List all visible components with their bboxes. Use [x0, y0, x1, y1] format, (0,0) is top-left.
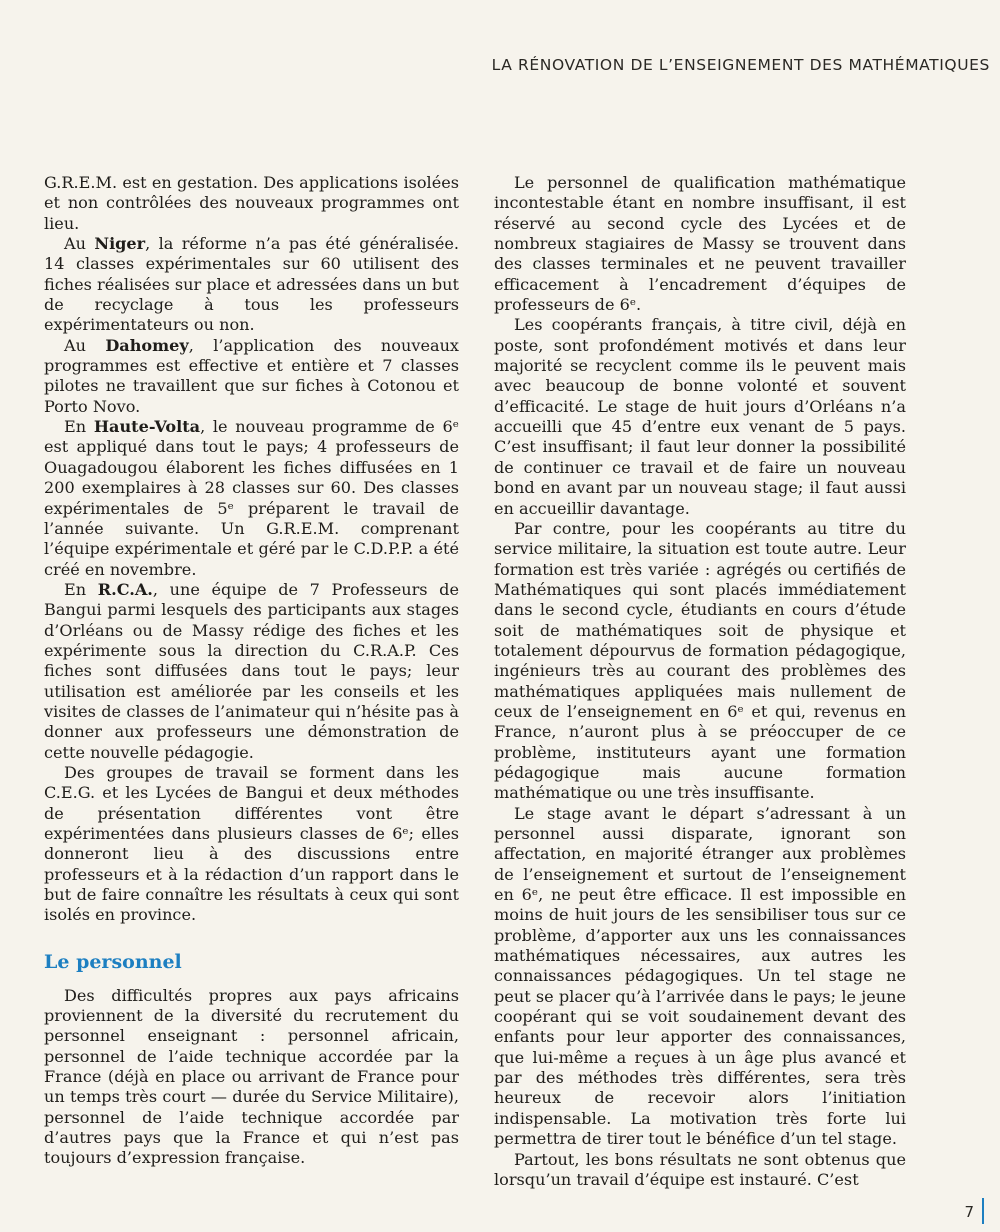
text-run: En: [64, 579, 98, 599]
paragraph: Le stage avant le départ s’adressant à un personnel aussi disparate, ignorant son affectation, en majorité étranger aux problèmes de l’enseignement et surtout de l’enseignement en 6ᵉ, ne peut être efficace. Il est impossible en moins de huit jours de les sensibiliser tous sur ce problème, d’apporter aux uns les connaissances mathématiques nécessaires, aux autres les connaissances pédagogiques. Un tel stage ne peut se placer qu’à l’arrivée dans le pays; le jeune coopérant qui se voit soudainement devant des enfants pour leur apporter des connaissances, que lui-même a reçues à un âge plus avancé et par des méthodes très différentes, sera très heureux de recevoir alors l’initiation indispensable. La motivation très forte lui permettra de tirer tout le bénéfice d’un tel stage.: [494, 803, 906, 1149]
text-run: , l’application des nouveaux programmes est effective et entière et 7 classes pilotes ne travaillent que sur fiches à Cotonou et Porto Novo.: [44, 335, 460, 416]
paragraph-haute-volta: [44, 417, 459, 580]
right-column: [494, 173, 906, 1190]
page-number-rule: [982, 1198, 984, 1224]
country-name: R.C.A.: [97, 579, 153, 599]
text-run: En: [64, 417, 94, 437]
paragraph: Partout, les bons résultats ne sont obtenus que lorsqu’un travail d’équipe est instauré. C’est: [494, 1149, 906, 1189]
section-heading: Le personnel: [44, 950, 182, 973]
country-name: Niger: [94, 234, 146, 254]
paragraph-rca: [44, 580, 459, 763]
paragraph: Les coopérants français, à titre civil, déjà en poste, sont profondément motivés et dans leur majorité se recyclent comme ils le peuvent mais avec beaucoup de bonne volonté et souvent d’efficacité. Le stage de huit jours d’Orléans n’a accueilli que 45 d’entre eux venant de 5 pays. C’est insuffisant; il faut leur donner la possibilité de continuer ce travail et de faire un nouveau bond en avant par un nouveau stage; il faut aussi en accueillir davantage.: [494, 315, 906, 518]
paragraph-dahomey: [44, 336, 459, 417]
text-run: , la réforme n’a pas été généralisée. 14 classes expérimentales sur 60 utilisent des fiches réalisées sur place et adressées dans un but de recyclage à tous les professeurs expérimentateurs ou non.: [44, 234, 459, 335]
paragraph: Des groupes de travail se forment dans les C.E.G. et les Lycées de Bangui et deux méthodes de présentation différentes vont être expérimentées dans plusieurs classes de 6ᵉ; elles donneront lieu à des discussions entre professeurs et à la rédaction d’un rapport dans le but de faire connaître les résultats à ceux qui sont isolés en province.: [44, 762, 459, 925]
paragraph: Des difficultés propres aux pays africains proviennent de la diversité du recrutement du personnel enseignant : personnel africain, personnel de l’aide technique accordée par la France (déjà en place ou arrivant de France pour un temps très court — durée du Service Militaire), personnel de l’aide technique accordée par d’autres pays que la France et qui n’est pas toujours d’expression française.: [44, 985, 459, 1168]
running-head: LA RÉNOVATION DE L’ENSEIGNEMENT DES MATHÉMATIQUES: [491, 56, 990, 74]
page-number: 7: [964, 1203, 974, 1221]
country-name: Dahomey: [105, 335, 189, 355]
text-run: Au: [64, 335, 106, 355]
paragraph: G.R.E.M. est en gestation. Des applications isolées et non contrôlées des nouveaux programmes ont lieu.: [44, 173, 459, 233]
left-column: [44, 173, 459, 1169]
paragraph: Par contre, pour les coopérants au titre du service militaire, la situation est toute autre. Leur formation est très variée : agrégés ou certifiés de Mathématiques qui sont placés immédiatement dans le second cycle, étudiants en cours d’étude soit de mathématiques soit de physique et totalement dépourvus de formation pédagogique, ingénieurs très au courant des problèmes des mathématiques appliquées mais nullement de ceux de l’enseignement en 6ᵉ et qui, revenus en France, n’auront plus à se préoccuper de ce problème, instituteurs ayant une formation pédagogique mais aucune formation mathématique ou une très insuffisante.: [494, 518, 906, 803]
paragraph: Le personnel de qualification mathématique incontestable étant en nombre insuffisant, il est réservé au second cycle des Lycées et de nombreux stagiaires de Massy se trouvent dans des classes terminales et ne peuvent travailler efficacement à l’encadrement d’équipes de professeurs de 6ᵉ.: [494, 173, 906, 315]
text-run: , une équipe de 7 Professeurs de Bangui parmi lesquels des participants aux stages d’Orléans ou de Massy rédige des fiches et les expérimente sous la direction du C.R.A.P. Ces fiches sont diffusées dans tout le pays; leur utilisation est améliorée par les conseils et les visites de classes de l’animateur qui n’hésite pas à donner aux professeurs une démonstration de cette nouvelle pédagogie.: [44, 579, 459, 762]
country-name: Haute-Volta: [93, 417, 201, 437]
text-run: , le nouveau programme de 6ᵉ est appliqué dans tout le pays; 4 professeurs de Ouagadougou élaborent les fiches diffusées en 1 200 exemplaires à 28 classes sur 60. Des classes expérimentales de 5ᵉ préparent le travail de l’année suivante. Un G.R.E.M. comprenant l’équipe expérimentale et géré par le C.D.P.P. a été créé en novembre.: [44, 417, 460, 579]
text-run: Au: [64, 234, 95, 254]
paragraph-niger: [44, 234, 459, 336]
